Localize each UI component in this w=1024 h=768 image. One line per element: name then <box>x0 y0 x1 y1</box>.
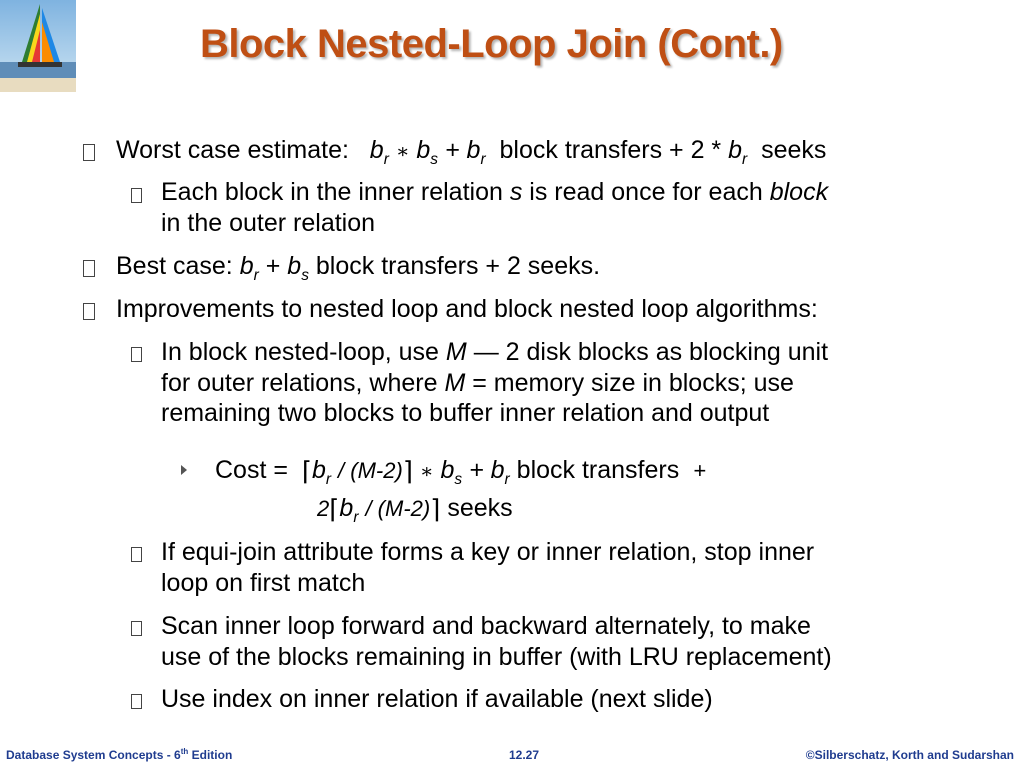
bullet-square-icon <box>83 260 95 277</box>
sub-bullet-block-nested-loop-line2: for outer relations, where M = memory size in blocks; use <box>161 369 794 397</box>
footer-slide-number: 12.27 <box>509 748 540 762</box>
sub-bullet-square-icon <box>131 621 142 636</box>
cost-formula-line1: Cost = $⌈b_r$ / (M-2)⌉ ∗ $b_s + b_r$ block transfers + <box>215 456 706 488</box>
sub-bullet-square-icon <box>131 188 142 203</box>
sub-bullet-use-index: Use index on inner relation if available (next slide) <box>161 685 713 713</box>
sub-bullet-scan-inner: Scan inner loop forward and backward alternately, to make <box>161 612 811 640</box>
bullet-best-case: Best case: $b_r + b_s$ block transfers + 2 seeks. <box>116 252 601 284</box>
sub-bullet-block-nested-loop: In block nested-loop, use M — 2 disk blocks as blocking unit <box>161 338 829 366</box>
arrow-bullet-icon <box>181 465 187 475</box>
sub-bullet-square-icon <box>131 547 142 562</box>
bullet-square-icon <box>83 303 95 320</box>
sub-bullet-each-block-line2: in the outer relation <box>161 209 376 237</box>
sub-bullet-square-icon <box>131 347 142 362</box>
bullet-square-icon <box>83 144 95 161</box>
cost-formula-line2: $2⌈b_r$ / (M-2)⌉ seeks <box>317 494 513 526</box>
footer-book-title: Database System Concepts - 6th Edition <box>6 747 233 762</box>
footer-copyright: ©Silberschatz, Korth and Sudarshan <box>805 748 1014 762</box>
sub-bullet-square-icon <box>131 694 142 709</box>
sub-bullet-each-block: Each block in the inner relation s is read once for each block <box>161 178 829 206</box>
sub-bullet-block-nested-loop-line3: remaining two blocks to buffer inner relation and output <box>161 399 770 427</box>
slide-title: Block Nested-Loop Join (Cont.) <box>200 22 783 66</box>
slide-footer <box>0 742 1024 768</box>
sub-bullet-scan-inner-line2: use of the blocks remaining in buffer (with LRU replacement) <box>161 643 832 671</box>
bullet-worst-case: Worst case estimate: $b_r$ ∗ $b_s + b_r$ block transfers + $2 * b_r$ seeks <box>116 136 827 168</box>
bullet-improvements: Improvements to nested loop and block nested loop algorithms: <box>116 295 818 323</box>
sub-bullet-equi-join-line2: loop on first match <box>161 569 366 597</box>
sailboat-logo-icon <box>0 0 76 92</box>
sub-bullet-equi-join: If equi-join attribute forms a key or inner relation, stop inner <box>161 538 815 566</box>
